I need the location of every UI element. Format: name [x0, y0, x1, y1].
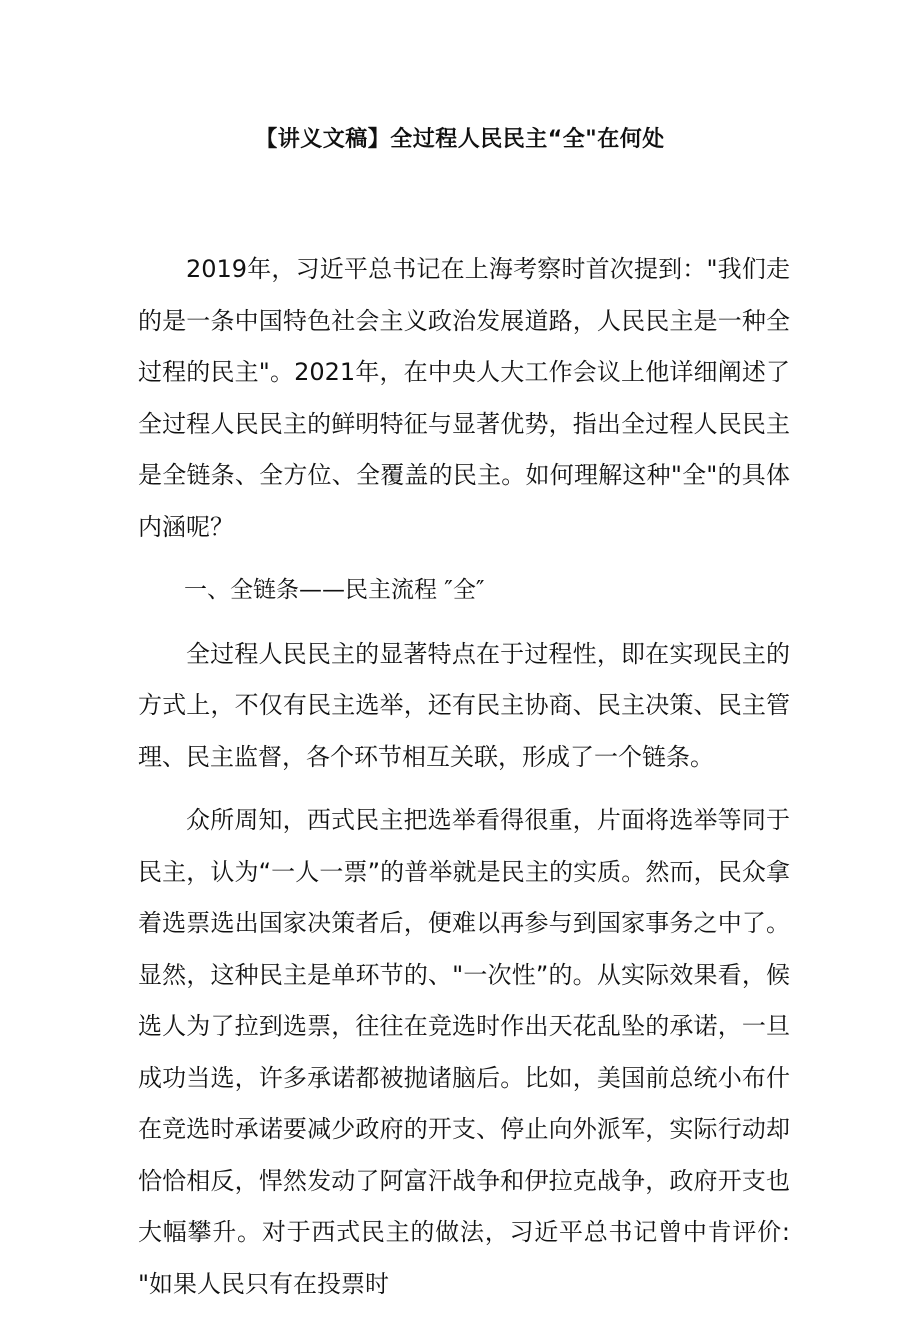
section-heading-1: 一、全链条——民主流程 ″全″ [184, 577, 485, 603]
document-title: 【讲义文稿】全过程人民民主“全"在何处 [255, 127, 665, 152]
document-body [138, 244, 790, 1322]
paragraph-process: 全过程人民民主的显著特点在于过程性，即在实现民主的方式上，不仅有民主选举，还有民主协商、民主决策、民主管理、民主监督，各个环节相互关联，形成了一个链条。 [138, 639, 790, 771]
paragraph-western-democracy: 众所周知，西式民主把选举看得很重，片面将选举等同于民主，认为“一人一票”的普举就是民主的实质。然而，民众拿着选票选出国家决策者后，便难以再参与到国家事务之中了。显然，这种民主是单环节的、"一次性”的。从实际效果看，候选人为了拉到选票，往往在竞选时作出天花乱坠的承诺，一旦成功当选，许多承诺都被抛诸脑后。比如，美国前总统小布什在竞选时承诺要减少政府的开支、停止向外派军，实际行动却恰恰相反，悍然发动了阿富汗战争和伊拉克战争，政府开支也大幅攀升。对于西式民主的做法，习近平总书记曾中肯评价: "如果人民只有在投票时 [138, 806, 790, 1298]
paragraph-intro: 2019年，习近平总书记在上海考察时首次提到："我们走的是一条中国特色社会主义政治发展道路，人民民主是一种全过程的民主"。2021年，在中央人大工作会议上他详细阐述了全过程人民民主的鲜明特征与显著优势，指出全过程人民民主是全链条、全方位、全覆盖的民主。如何理解这种"全"的具体内涵呢？ [138, 255, 790, 541]
